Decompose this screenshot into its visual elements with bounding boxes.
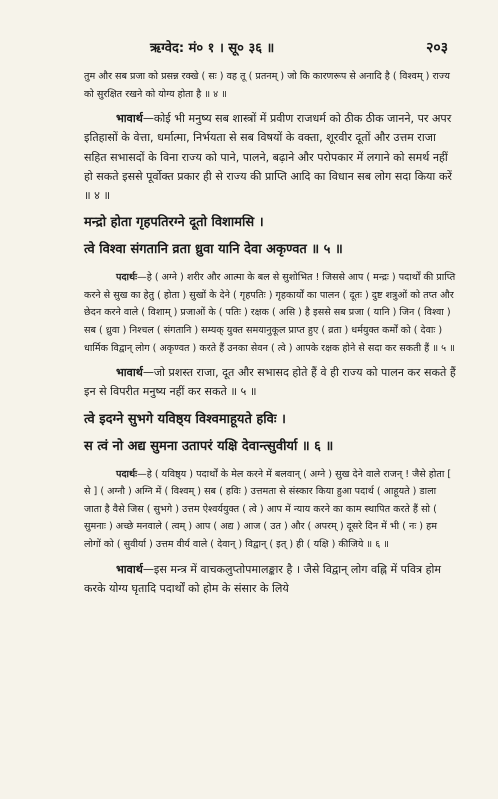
padartha-5 [84,269,456,357]
page-body [84,68,456,598]
bhavartha-label: भावार्थ [116,366,143,380]
mantra-line: त्वे इदग्ने सुभगे यविष्ठ्य विश्वमाहूयते हविः । [84,411,286,427]
mantra-line: त्वे विश्वा संगतानि व्रता ध्रुवा यानि देवा अकृण्वत ॥ ५ ॥ [84,242,343,258]
bhavartha-text: —कोई भी मनुष्य सब शास्त्रों में प्रवीण राजधर्म को ठीक ठीक जानने, पर अपर इतिहासों के वेत्ता, धर्मात्मा, निर्भयता से सब विषयों के वक्ता, शूरवीर दूतों और उत्तम राजा सहित सभासदों के विना राज्य को पाने, पालने, बढ़ाने और परोपकार में लगाने को समर्थ नहीं हो सकते इससे पूर्वोक्त प्रकार ही से राज्य की प्राप्ति आदि का विधान सब लोग सदा किया करें ॥ ४ ॥ [84,112,452,202]
padartha-label: पदार्थः [116,468,138,480]
bhavartha-text: —इस मन्त्र में वाचकलुप्तोपमालङ्कार है । जैसे विद्वान् लोग वह्नि में पवित्र होम करके योग्य घृतादि पदार्थों को होम के संसार के लिये [84,562,442,595]
padartha-6 [84,466,456,554]
bhavartha-text: —जो प्रशस्त राजा, दूत और सभासद होते हैं वे ही राज्य को पालन कर सकते हैं इन से विपरीत मनुष्य नहीं कर सकते ॥ ५ ॥ [84,366,456,399]
bhavartha-label: भावार्थ [116,562,143,576]
continued-paragraph: तुम और सब प्रजा को प्रसन्न रक्खे ( सः ) वह तू ( प्रतनम् ) जो कि कारणरूप से अनादि है ( विश्वम् ) राज्य को सुरक्षित रखने को योग्य होता है ॥ ४ ॥ [84,71,450,100]
bhavartha-5 [84,363,456,401]
padartha-label: पदार्थः [116,272,138,284]
bhavartha-6 [84,560,456,598]
mantra-line: स त्वं नो अद्य सुमना उतापरं यक्षि देवान्त्सुवीर्या ॥ ६ ॥ [84,438,334,454]
bhavartha-4 [84,109,456,205]
header-title: ऋग्वेद: मं० १ । सू० ३६ ॥ [150,41,275,56]
padartha-text: —हे ( यविष्ठ्य ) पदार्थों के मेल करने में बलवान् ( अग्ने ) सुख देने वाले राजन् ! जैसे होता [ से ] ( अग्नौ ) अग्नि में ( विश्वम् ) सब ( हविः ) उत्तमता से संस्कार किया हुआ पदार्थ ( आहूयते ) डाला जाता है वैसे जिस ( सुभगे ) उत्तम ऐश्वर्ययुक्त ( त्वे ) आप में न्याय करने का काम स्थापित करते हैं सो ( सुमनाः ) अच्छे मनवाले ( त्वम् ) आप ( अद्य ) आज ( उत ) और ( अपरम् ) दूसरे दिन में भी ( नः ) हम लोगों को ( सुवीर्या ) उत्तम वीर्य वाले ( देवान् ) विद्वान् ( इत् ) ही ( यक्षि ) कीजिये ॥ ६ ॥ [84,468,452,550]
bhavartha-label: भावार्थ [116,112,143,126]
page-number: २०३ [426,40,448,56]
mantra-6 [84,406,456,460]
mantra-line: मन्द्रो होता गृहपतिरग्ने दूतो विशामसि । [84,215,264,231]
padartha-text: —हे ( अग्ने ) शरीर और आत्मा के बल से सुशोभित ! जिससे आप ( मन्द्रः ) पदार्थों की प्राप्ति करने से सुख का हेतु ( होता ) सुखों के देने ( गृहपतिः ) गृहकार्यों का पालन ( दूतः ) दुष्ट शत्रुओं को तप्त और छेदन करने वाले ( विशाम् ) प्रजाओं के ( पतिः ) रक्षक ( असि ) है इससे सब प्रजा ( यानि ) जिन ( विश्वा ) सब ( ध्रुवा ) निश्चल ( संगतानि ) सम्यक् युक्त समयानुकूल प्राप्त हुए ( व्रता ) धर्मयुक्त कर्मों को ( देवाः ) धार्मिक विद्वान् लोग ( अकृण्वत ) करते हैं उनका सेवन ( त्वे ) आपके रक्षक होने से सदा कर सकती हैं ॥ ५ ॥ [84,272,456,354]
mantra-5 [84,209,456,263]
running-header [0,38,498,58]
